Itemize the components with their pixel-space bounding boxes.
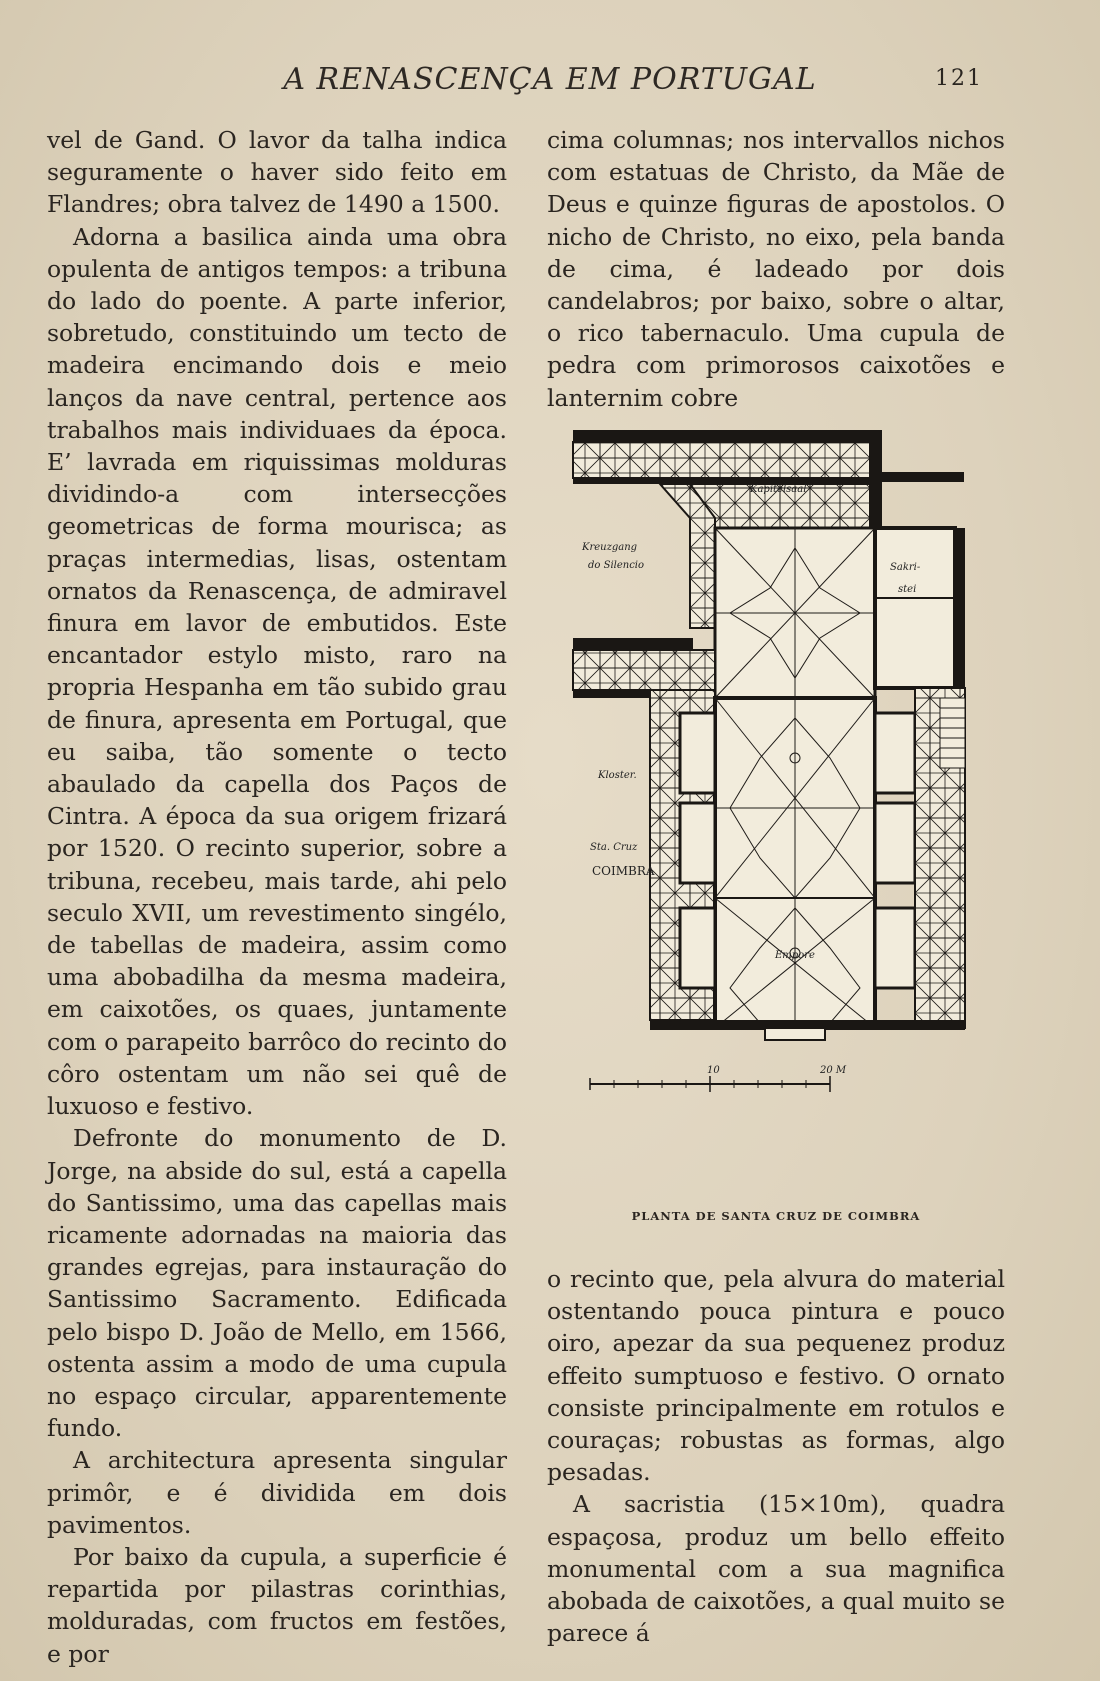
label-silencio: do Silencio bbox=[588, 560, 645, 571]
page-number: 121 bbox=[935, 66, 983, 91]
paragraph: A sacristia (15×10m), quadra espaçosa, produz um bello effeito monumental com a sua magnifica abobada de caixotões, a qual muito se parece á bbox=[547, 1490, 1005, 1648]
wall bbox=[573, 638, 693, 650]
right-column-top bbox=[547, 124, 1005, 414]
cloister-walk-north bbox=[573, 442, 870, 478]
cloister-walk-east bbox=[660, 484, 715, 628]
paragraph: o recinto que, pela alvura do material ostentando pouca pintura e pouco oiro, apezar da sua pequenez produz effeito sumptuoso e festivo. O ornato consiste principalmente em rotulos e couraças; robustas as formas, algo pesadas. bbox=[547, 1265, 1005, 1487]
paragraph: vel de Gand. O lavor da talha indica seguramente o haver sido feito em Flandres; obra talvez de 1490 a 1500. bbox=[47, 126, 507, 219]
right-column-bottom bbox=[547, 1263, 1005, 1649]
wall bbox=[882, 472, 964, 482]
paragraph: cima columnas; nos intervallos nichos com estatuas de Christo, da Mãe de Deus e quinze figuras de apostolos. O nicho de Christo, no eixo, pela banda de cima, é ladeado por dois candelabros; por baixo, sobre o altar, o rico tabernaculo. Uma cupula de pedra com primorosos caixotões e lanternim cobre bbox=[547, 126, 1005, 412]
label-stei: stei bbox=[898, 584, 917, 595]
label-sta-cruz: Sta. Cruz bbox=[590, 842, 638, 853]
scale-label-10: 10 bbox=[707, 1065, 720, 1076]
label-empore: Empore bbox=[775, 950, 815, 961]
paragraph: Adorna a basilica ainda uma obra opulenta de antigos tempos: a tribuna do lado do poente. A parte inferior, sobretudo, constituindo um tecto de madeira encimando dois e meio lanços da nave central, pertence aos trabalhos mais individuaes da época. E’ lavrada em riquissimas molduras dividindo-a com intersecções geometricas de forma mourisca; as praças intermedias, lisas, ostentam ornatos da Renascença, de admiravel finura em lavor de embutidos. Este encantador estylo misto, raro na propria Hespanha em tão subido grau de finura, apresenta em Portugal, que eu saiba, tão somente o tecto abaulado da capella dos Paços de Cintra. A época da sua origem frizará por 1520. O recinto superior, sobre a tribuna, recebeu, mais tarde, ahi pelo seculo XVII, um revestimento singélo, de tabellas de madeira, assim como uma abobadilha da mesma madeira, em caixotões, os quaes, juntamente com o parapeito barrôco do recinto do côro ostentam um não sei quê de luxuoso e festivo. bbox=[47, 222, 507, 1121]
wall bbox=[573, 430, 870, 442]
label-kapitelsaal: Kapitelsaal bbox=[750, 484, 807, 495]
label-kloster: Kloster. bbox=[598, 770, 637, 781]
figure-caption: PLANTA DE SANTA CRUZ DE COIMBRA bbox=[631, 1209, 921, 1223]
sacristy bbox=[875, 528, 955, 688]
scale-bar bbox=[590, 1065, 847, 1092]
running-title: A RENASCENÇA EM PORTUGAL bbox=[283, 62, 817, 97]
paragraph: Defronte do monumento de D. Jorge, na abside do sul, está a capella do Santissimo, uma das capellas mais ricamente adornadas na maioria das grandes egrejas, para instauração do Santissimo Sacramento. Edificada pelo bispo D. João de Mello, em 1566, ostenta assim a modo de uma cupula no espaço circular, apparentemente fundo. bbox=[47, 1124, 507, 1443]
label-sakri: Sakri- bbox=[890, 562, 921, 573]
label-kreuzgang: Kreuzgang bbox=[582, 542, 638, 553]
cloister-walk-south bbox=[573, 650, 715, 690]
paragraph: Por baixo da cupula, a superficie é repartida por pilastras corinthias, molduradas, com fructos em festões, e por bbox=[47, 1542, 507, 1668]
floor-plan-figure bbox=[570, 428, 1000, 1128]
label-coimbra: COIMBRA bbox=[592, 864, 655, 878]
wall bbox=[955, 528, 965, 688]
floor-plan-drawing bbox=[570, 428, 1000, 1128]
scale-label-20: 20 M bbox=[820, 1065, 847, 1076]
paragraph: A architectura apresenta singular primôr, e é dividida em dois pavimentos. bbox=[47, 1446, 507, 1539]
left-column bbox=[47, 124, 507, 1670]
